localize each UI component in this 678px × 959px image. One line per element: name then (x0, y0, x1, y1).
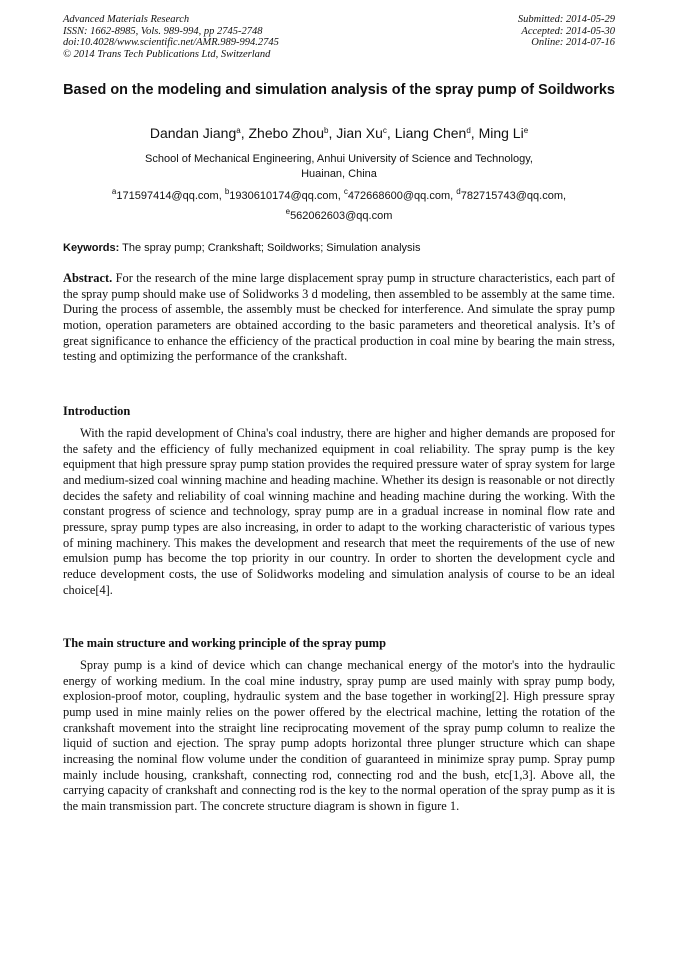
author-name: Ming Li (478, 125, 524, 141)
abstract-label: Abstract. (63, 271, 113, 285)
email-address[interactable]: 472668600@qq.com (347, 190, 451, 202)
submission-dates (518, 14, 615, 49)
section-heading-introduction: Introduction (63, 404, 131, 418)
email-sup: b (224, 187, 230, 196)
email-address[interactable]: 782715743@qq.com (460, 190, 564, 202)
affiliation-line: School of Mechanical Engineering, Anhui University of Science and Technology, (145, 153, 533, 165)
abstract (63, 271, 615, 365)
copyright-line: © 2014 Trans Tech Publications Ltd, Switzerland (63, 48, 271, 60)
keywords (63, 241, 615, 255)
author-sup: e (523, 126, 529, 135)
author-sup: a (236, 126, 241, 135)
journal-name: Advanced Materials Research (63, 14, 190, 25)
email-address[interactable]: 1930610174@qq.com (229, 190, 338, 202)
author-name: Zhebo Zhou (248, 125, 324, 141)
issn-line: ISSN: 1662-8985, Vols. 989-994, pp 2745-2748 (63, 25, 263, 37)
affiliation-line: Huainan, China (301, 168, 377, 180)
keywords-label: Keywords: (63, 242, 120, 254)
doi-line[interactable]: doi:10.4028/www.scientific.net/AMR.989-994.2745 (63, 37, 279, 48)
author-sup: c (382, 126, 387, 135)
journal-info (63, 14, 279, 60)
section-body-structure: Spray pump is a kind of device which can change mechanical energy of the motor's into the hydraulic energy of working medium. In the coal mine industry, spray pump are used mainly with spray pump body, explosion-proof motor, coupling, hydraulic system and the base together in working[2]. High pressure spray pump used in mine mainly relies on the power offered by the electrical machine, letting the rotation of the crankshaft movement into the straight line reciprocating movement of the spray pump column to realize the liquid of suction and ejection. The spray pump adopts horizontal three plunger structure which can shape increasing the nominal flow volume under the condition of guaranteed in minimize spray pump. Spray pump mainly include housing, crankshaft, connecting rod, connecting rod and the bush, etc[1,3]. Above all, the carrying capacity of crankshaft and connecting rod is the key to the normal operation of the spray pump as it is the main transmission part. The concrete structure diagram is shown in figure 1. (63, 658, 615, 813)
author-list: Dandan Jiang$^a$, Zhebo Zhou$^b$, Jian Xu$^c$, Liang Chen$^d$, Ming Li$^e$ (149, 125, 529, 141)
online-date: Online: 2014-07-16 (531, 37, 615, 48)
author-name: Liang Chen (394, 125, 467, 141)
author-name: Jian Xu (336, 125, 383, 141)
paper-title: Based on the modeling and simulation analysis of the spray pump of Soildworks (63, 82, 615, 98)
author-name: Dandan Jiang (149, 125, 237, 141)
email-row: $^a$171597414@qq.com, $^b$1930610174@qq.com, $^c$472668600@qq.com, $^d$782715743@qq.com, (111, 187, 567, 202)
author-sup: b (323, 126, 329, 135)
affiliation (63, 152, 615, 182)
accepted-date: Accepted: 2014-05-30 (521, 25, 615, 37)
abstract-text: For the research of the mine large displacement spray pump in structure characteristics, each part of the spray pump should make use of Solidworks 3 d modeling, then assembled to be assembly at the same time. During the process of assemble, the assembly must be checked for interference. And simulate the spray pump motion, operation parameters are obtained according to the basic parameters and theoretical analysis. It’s of great significance to enhance the efficiency of the practical production in coal mine by bearing the main stress, testing and optimizing the performance of the crankshaft. (63, 271, 615, 364)
email-address[interactable]: 562062603@qq.com (290, 210, 393, 222)
email-sup: a (111, 187, 117, 196)
email-sup: c (343, 187, 348, 196)
email-sup: e (285, 207, 291, 216)
author-sup: d (466, 126, 471, 135)
section-heading-structure: The main structure and working principle of the spray pump (63, 636, 386, 650)
submitted-date: Submitted: 2014-05-29 (517, 14, 615, 25)
email-row (40, 206, 638, 226)
author-emails (40, 186, 638, 226)
email-address[interactable]: 171597414@qq.com (116, 190, 219, 202)
section-body-introduction: With the rapid development of China's coal industry, there are higher and higher demands are proposed for the safety and the efficiency of fully mechanized equipment in coal reliability. The spray pump is the key equipment that high pressure spray pump station provides the required pressure water of spray system for large and medium-sized coal winning machine and heading machine. Whether its design is reasonable or not directly decides the safety and reliability of coal winning machine and heading machine during the working. With the constant progress of science and technology, spray pump are in a gradual increase in nominal flow rate and pressure, spray pump types are also increasing, in order to adapt to the working characteristic of various types of mining machinery. This makes the development and research that meet the requirements of the use of new emulsion pump has become the top priority in our country. In order to shorten the development cycle and reduce development costs, the use of Solidworks modeling and simulation analysis of course to be an ideal choice[4]. (63, 426, 615, 597)
email-sup: d (456, 187, 461, 196)
keywords-text: The spray pump; Crankshaft; Soildworks; Simulation analysis (122, 242, 421, 254)
